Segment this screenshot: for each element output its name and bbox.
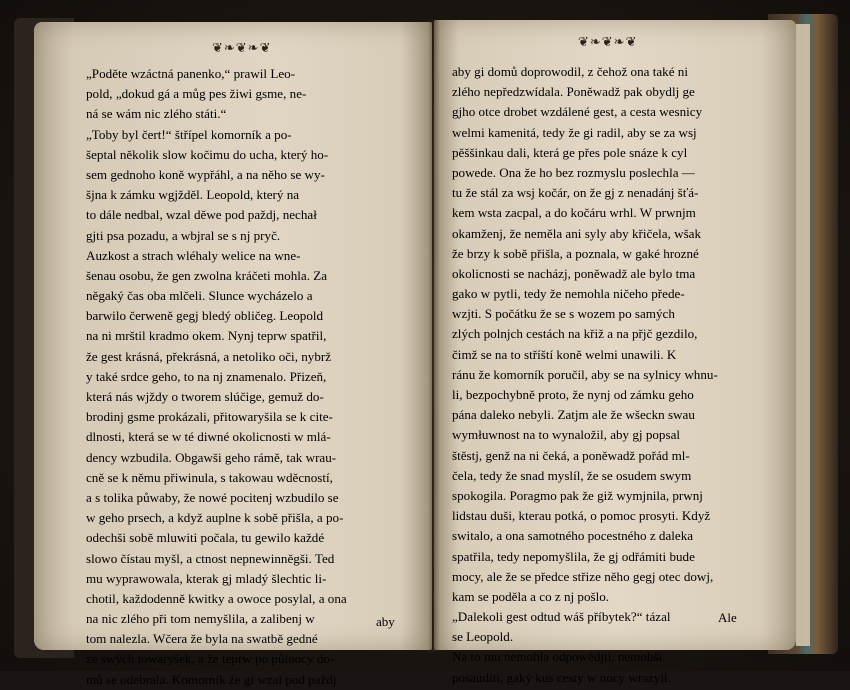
- text-line: switalo, a ona samotného pocestného z daleka: [452, 528, 694, 544]
- text-line: okamženj, že neměla ani syly aby křičela, wšak: [452, 225, 702, 241]
- text-line: powede. Ona že ho bez rozmyslu poslechla —: [452, 164, 695, 180]
- text-line: na nic zlého při tom nemyšlila, a zalibenj w: [86, 611, 315, 627]
- text-line: ránu že komorník poručil, aby se na sylnicy whnu-: [452, 366, 718, 382]
- text-line: šjna k zámku wgjžděl. Leopold, který na: [86, 187, 300, 203]
- text-line: Auzkost a strach wléhaly welice na wne-: [86, 247, 301, 263]
- text-line: „Poděte wzáctná panenko,“ prawil Leo-: [86, 66, 296, 81]
- text-line: „Toby byl čert!“ štřípel komorník a po-: [86, 126, 292, 142]
- text-line: wzjti. S počátku že se s wozem po samých: [452, 306, 675, 322]
- text-line: že gest krásná, překrásná, a netoliko oči, nybrž: [86, 348, 332, 364]
- ornament-left: ❦❧❦❧❦: [212, 40, 272, 55]
- text-line: tu že stál za wsj kočár, on že gj z nenadánj šťá-: [452, 185, 699, 201]
- text-line: wymłuwnost na to wynaložil, aby gj popsal: [452, 427, 681, 443]
- text-line: mu wyprawowala, kterak gj mladý šlechtic li-: [86, 570, 327, 586]
- text-line: y také srdce geho, to na nj znamenalo. Přizeň,: [86, 368, 327, 384]
- text-line: štěstj, genž na ni čeká, a poněwadž pořád ml-: [452, 447, 690, 463]
- text-line: slowo čístau myšl, a ctnost nepnewinněgši. Ted: [86, 550, 335, 566]
- text-line: „Dalekoli gest odtud wáš příbytek?“ tázal: [452, 609, 671, 625]
- text-line: pána daleko nebyli. Zatjm ale že wšeckn swau: [452, 407, 695, 423]
- text-line: okolicnosti se nacházj, poněwadž ale bylo tma: [452, 265, 696, 281]
- text-line: aby gi domů doprowodil, z čehož ona také ni: [452, 64, 688, 79]
- text-line: zlých polnjch cestách na křiž a na přjč gezdilo,: [452, 326, 698, 342]
- text-line: mocy, ale že se předce střize něho gegj otec dowj,: [452, 568, 714, 584]
- book-gutter: [428, 20, 440, 652]
- text-line: tom nalezla. Wčera že byla na swatbě gedné: [86, 631, 318, 647]
- text-line: ná se wám nic zlého státi.“: [86, 106, 227, 122]
- text-line: dlnosti, která se w té diwné okolicnosti w mlá-: [86, 429, 331, 445]
- text-line: welmi kamenitá, tedy že gi radil, aby se za wsj: [452, 124, 697, 140]
- text-line: která nás wjždy o tworem slúčige, gemuž do-: [86, 389, 324, 404]
- text-line: gako w pytli, tedy že nemohla ničeho přede-: [452, 286, 685, 302]
- text-line: mů se odebrala. Komorník že gi wzal pod paždj: [86, 671, 337, 687]
- text-line: to dále nedbal, wzal děwe pod paždj, nechał: [86, 207, 317, 223]
- ornament-right: ❦❧❦❧❦: [578, 34, 638, 49]
- text-line: pěššinkau dali, která ge přes pole snáze k cyl: [452, 144, 688, 160]
- text-line: šeptal několik slow kočimu do ucha, který ho-: [86, 146, 329, 162]
- text-line: Na to mu nemohla odpowědjti, nemohši: [452, 649, 663, 665]
- text-line: šenau osobu, že gen zwolna kráčeti mohla. Za: [86, 267, 328, 283]
- text-line: a s tolika půwaby, že nowé pocitenj wzbudilo se: [86, 489, 339, 505]
- left-page-text: [86, 64, 347, 690]
- text-line: gjho otce drobet wzdálené gest, a cesta wesnicy: [452, 104, 703, 120]
- text-line: brodinj gsme prokázali, přitowaryšila se k cite-: [86, 409, 333, 425]
- text-line: něgaký čas oba mlčeli. Slunce wycházelo a: [86, 288, 313, 304]
- text-line: čela, tedy že snad myslíl, že se osudem swym: [452, 467, 692, 483]
- text-line: cně se k němu přiwinula, s takowau wděcností,: [86, 469, 333, 485]
- right-page-text: [452, 62, 718, 688]
- text-line: dency wzbudila. Obgawši geho rámě, tak wrau-: [86, 449, 337, 465]
- right-catchword: Ale: [718, 610, 737, 625]
- text-line: gjti psa pozadu, a wbjral se s nj pryč.: [86, 227, 281, 243]
- left-catchword: aby: [376, 614, 395, 629]
- text-line: kem wsta zacpal, a do kočáru wrhl. W prwnjm: [452, 205, 696, 221]
- text-line: se Leopold.: [452, 629, 514, 645]
- text-line: barwilo čerweně gegj bledý obličeg. Leopold: [86, 308, 324, 324]
- text-line: spatřila, tedy nepomyšlila, že gj odřámiti bude: [452, 548, 695, 564]
- text-line: w geho prsech, a když auplne k sobě přišla, a po-: [86, 510, 344, 526]
- text-line: kam se poděla a co z nj pošlo.: [452, 588, 610, 604]
- text-line: ze swých towaryšek, a že teprw po půlnocy do-: [86, 651, 335, 667]
- text-line: odechši sobě mluwiti počala, tu gewilo každé: [86, 530, 325, 546]
- text-line: pold, „dokud gá a můg pes žiwi gsme, ne-: [86, 86, 307, 102]
- text-line: čimž se na to stříští koně welmi unawili. K: [452, 346, 677, 362]
- text-line: chotil, každodenně kwitky a owoce posylal, a ona: [86, 590, 347, 606]
- text-line: sem gednoho koně wypřáhl, a na něho se wy-: [86, 166, 325, 182]
- text-line: zlého nepředzwídala. Poněwadž pak obydlj ge: [452, 84, 695, 100]
- text-line: lidstau duši, kterau potká, o pomoc prosyti. Když: [452, 508, 711, 524]
- text-line: spokogila. Poragmo pak že giž wymjnila, prwnj: [452, 487, 703, 503]
- text-line: že brzy k sobě přišla, a poznala, w gaké hrozné: [452, 245, 699, 261]
- text-line: posauditi, gaký kus cesty w nocy wrazyli.: [452, 669, 671, 685]
- text-line: li, bezpochybně proto, že nynj od zámku geho: [452, 387, 694, 402]
- text-line: na ni mrštil kradmo okem. Nynj teprw spatřil,: [86, 328, 327, 344]
- page-edges: [796, 24, 810, 646]
